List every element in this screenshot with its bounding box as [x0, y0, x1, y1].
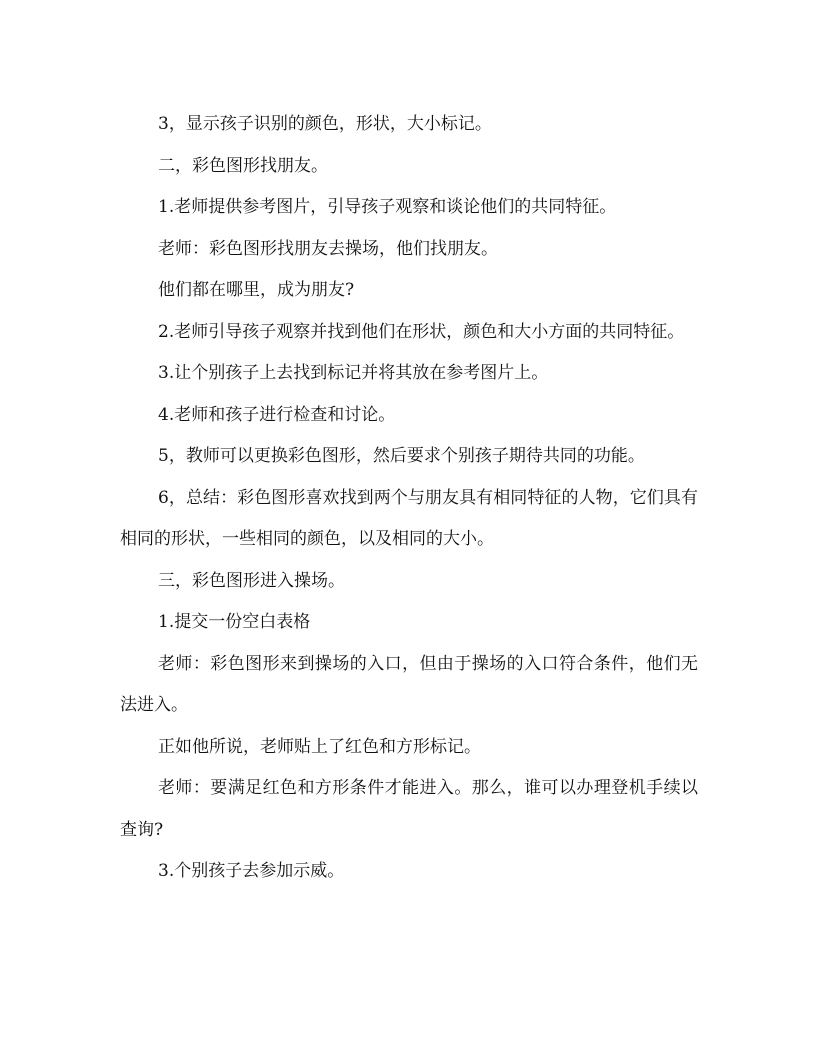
paragraph-step-3-mark: 3.让个别孩子上去找到标记并将其放在参考图片上。: [158, 363, 549, 383]
paragraph-step-5-replace: 5，教师可以更换彩色图形，然后要求个别孩子期待共同的功能。: [158, 446, 645, 466]
section-heading-2: 二，彩色图形找朋友。: [158, 155, 328, 176]
document-body: [120, 104, 698, 893]
paragraph-teacher-line-1: 老师：彩色图形找朋友去操场，他们找朋友。: [158, 238, 498, 259]
paragraph-step-3-display: 3，显示孩子识别的颜色，形状，大小标记。: [158, 114, 492, 134]
paragraph-step-2-observe: 2.老师引导孩子观察并找到他们在形状，颜色和大小方面的共同特征。: [158, 321, 685, 342]
paragraph-teacher-line-3: 老师：要满足红色和方形条件才能进入。那么，谁可以办理登机手续以查询?: [120, 778, 698, 840]
paragraph-teacher-line-2: 老师：彩色图形来到操场的入口，但由于操场的入口符合条件，他们无法进入。: [120, 653, 698, 715]
paragraph-question: 他们都在哪里，成为朋友?: [158, 280, 355, 300]
paragraph-teacher-marks: 正如他所说，老师贴上了红色和方形标记。: [158, 736, 481, 757]
paragraph-step-4-check: 4.老师和孩子进行检查和讨论。: [158, 404, 396, 425]
section-heading-3: 三，彩色图形进入操场。: [158, 570, 345, 591]
paragraph-step-6-summary: 6，总结：彩色图形喜欢找到两个与朋友具有相同特征的人物，它们具有相同的形状，一些相同的颜色，以及相同的大小。: [120, 487, 698, 549]
paragraph-step-3-demo: 3.个别孩子去参加示威。: [158, 861, 345, 881]
paragraph-step-1-form: 1.提交一份空白表格: [158, 612, 311, 632]
paragraph-step-1-reference: 1.老师提供参考图片，引导孩子观察和谈论他们的共同特征。: [158, 197, 617, 217]
